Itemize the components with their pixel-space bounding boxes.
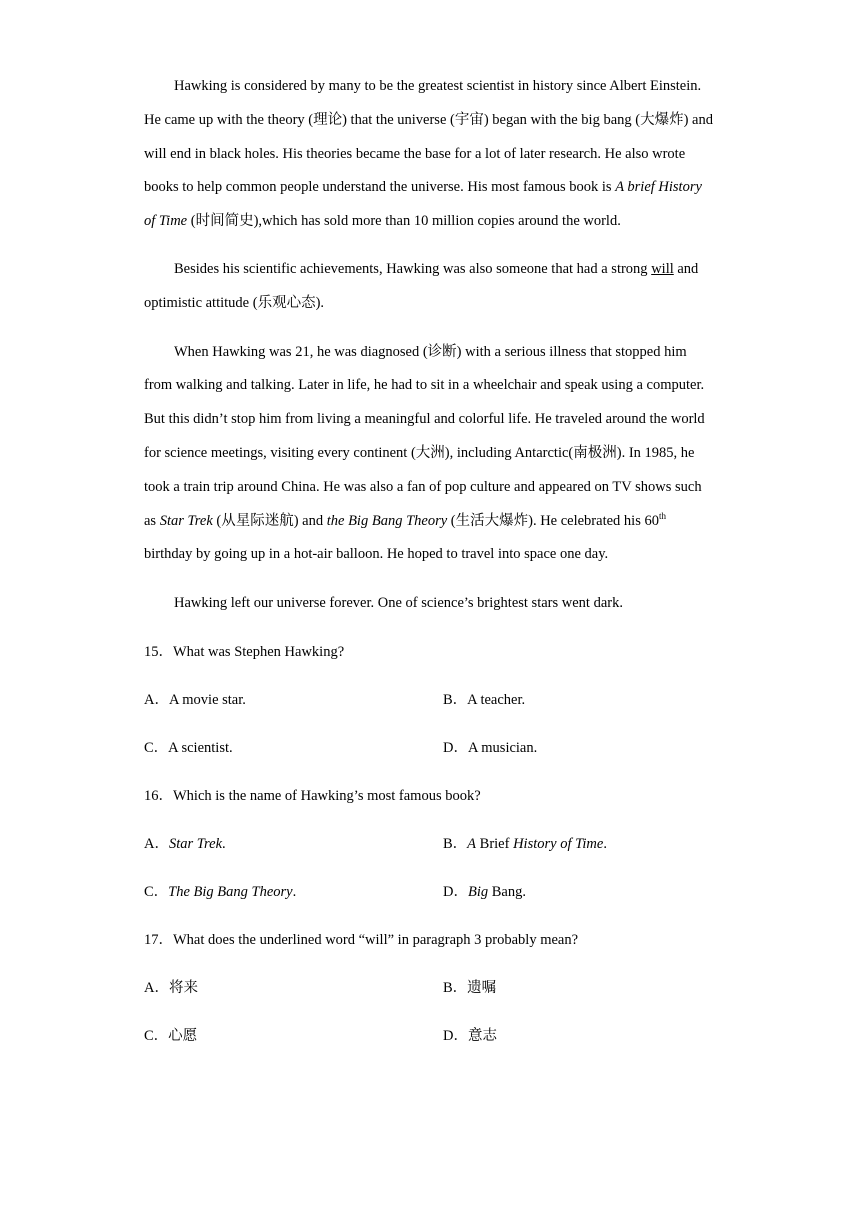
- question-16-option-c[interactable]: C．The Big Bang Theory.: [144, 883, 297, 900]
- paragraph-3: When Hawking was 21, he was diagnosed (诊断) with a serious illness that stopped him from walking and talking. Later in life, he had to sit in a wheelchair and speak using a computer. But this didn’t stop him from living a meaningful and colorful life. He traveled around the world for science meetings, visiting every continent (大洲), including Antarctic(南极洲). In 1985, he took a train trip around China. He was also a fan of pop culture and appeared on TV shows such as Star Trek (从星际迷航) and the Big Bang Theory (生活大爆炸). He celebrated his 60th birthday by going up in a hot-air balloon. He hoped to travel into space one day.: [144, 343, 705, 563]
- question-15-option-c[interactable]: C．A scientist.: [144, 739, 233, 756]
- show-title-star-trek: Star Trek: [159, 512, 213, 529]
- paragraph-1: Hawking is considered by many to be the greatest scientist in history since Albert Einstein. He came up with the theory (理论) that the universe (宇宙) began with the big bang (大爆炸) and will end in black holes. His theories became the base for a lot of later research. He also wrote books to help common people understand the universe. His most famous book is A brief History of Time (时间简史),which has sold more than 10 million copies around the world.: [144, 78, 713, 230]
- question-16-option-a[interactable]: A．Star Trek.: [144, 835, 226, 852]
- book-title: A brief History of Time: [144, 179, 702, 230]
- paragraph-2: Besides his scientific achievements, Hawking was also someone that had a strong will and optimistic attitude (乐观心态).: [144, 261, 699, 312]
- question-15-option-a[interactable]: A．A movie star.: [144, 691, 246, 708]
- question-15-options-row-2: [144, 731, 716, 765]
- question-15-option-b[interactable]: B．A teacher.: [443, 691, 526, 708]
- question-17-option-c[interactable]: C．心愿: [144, 1027, 198, 1044]
- question-16-options-row-1: [144, 827, 716, 861]
- question-16-option-b[interactable]: B．A Brief History of Time.: [443, 835, 607, 852]
- question-17-option-a[interactable]: A．将来: [144, 979, 198, 996]
- ordinal-suffix: th: [658, 510, 666, 521]
- question-16-option-d[interactable]: D．Big Bang.: [443, 883, 526, 900]
- paragraph-4: Hawking left our universe forever. One of science’s brightest stars went dark.: [174, 594, 623, 611]
- reading-passage: [144, 70, 716, 1067]
- question-17-stem: 17．What does the underlined word “will” in paragraph 3 probably mean?: [144, 931, 579, 948]
- question-15-stem: 15．What was Stephen Hawking?: [144, 643, 345, 660]
- question-17-option-b[interactable]: B．遗嘱: [443, 979, 497, 996]
- question-16-options-row-2: [144, 875, 716, 909]
- question-17-options-row-1: [144, 971, 716, 1005]
- underlined-word: will: [651, 261, 674, 278]
- question-16-stem: 16．Which is the name of Hawking’s most famous book?: [144, 787, 481, 804]
- question-17-option-d[interactable]: D．意志: [443, 1027, 497, 1044]
- question-15-options-row-1: [144, 683, 716, 717]
- question-17-options-row-2: [144, 1019, 716, 1053]
- question-15-option-d[interactable]: D．A musician.: [443, 739, 538, 756]
- show-title-big-bang-theory: the Big Bang Theory: [326, 512, 448, 529]
